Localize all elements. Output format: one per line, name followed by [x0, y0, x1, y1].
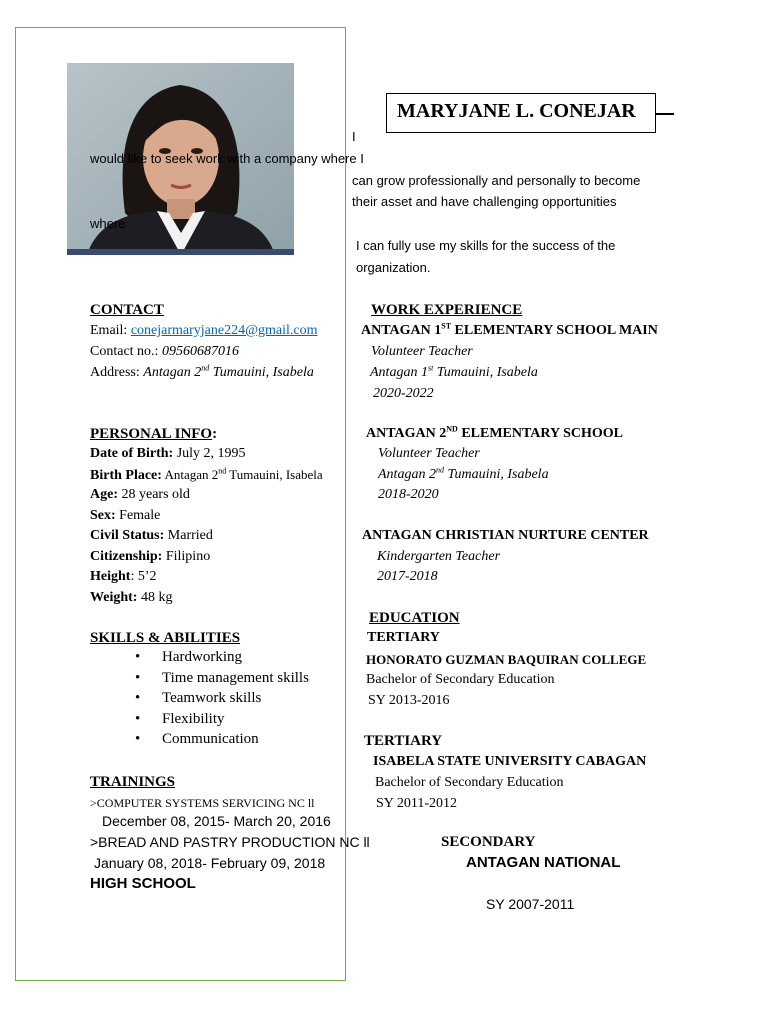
skill-item: • Flexibility: [135, 711, 309, 732]
job-1-org-post: ELEMENTARY SCHOOL MAIN: [451, 323, 658, 338]
weight-row: [90, 590, 172, 606]
objective-line-1: I: [352, 129, 356, 144]
dob-label: Date of Birth:: [90, 446, 174, 461]
personal-heading-row: [90, 426, 217, 443]
edu-2-years: SY 2011-2012: [376, 796, 458, 811]
objective-line-3: can grow professionally and personally to become: [352, 173, 641, 188]
edu-2-level: TERTIARY: [364, 733, 443, 749]
job-2-org: [366, 426, 623, 442]
height-label: Height: [90, 569, 131, 584]
edu-2-school: ISABELA STATE UNIVERSITY CABAGAN: [373, 754, 647, 769]
age-value: 28 years old: [118, 487, 190, 502]
weight-value: 48 kg: [137, 590, 173, 605]
skills-list: [135, 649, 309, 752]
weight-label: Weight:: [90, 590, 138, 605]
training-1-date: December 08, 2015- March 20, 2016: [102, 813, 331, 829]
age-label: Age:: [90, 487, 118, 502]
objective-line-7: organization.: [356, 260, 431, 275]
job-1-loc-pre: Antagan 1: [370, 365, 428, 380]
civil-status-row: [90, 528, 213, 544]
phone-label: Contact no.:: [90, 344, 162, 359]
sex-label: Sex:: [90, 508, 116, 523]
job-3-org: ANTAGAN CHRISTIAN NURTURE CENTER: [362, 528, 649, 543]
objective-line-2: would like to seek work with a company where I: [90, 151, 364, 166]
address-sup: nd: [201, 363, 210, 373]
personal-heading-colon: :: [212, 426, 218, 442]
job-1-org-sup: ST: [441, 321, 452, 331]
edu-1-years: SY 2013-2016: [368, 693, 450, 708]
height-value: : 5’2: [130, 569, 157, 584]
civil-status-value: Married: [164, 528, 213, 543]
applicant-name: MARYJANE L. CONEJAR: [397, 100, 636, 122]
job-1-org: [361, 323, 658, 339]
job-2-org-sup: ND: [446, 424, 458, 434]
training-2-name: >BREAD AND PASTRY PRODUCTION NC ll: [90, 834, 370, 850]
job-3-years: 2017-2018: [377, 569, 438, 584]
job-2-loc-sup: nd: [435, 465, 444, 475]
job-2-role: Volunteer Teacher: [378, 446, 480, 461]
birthplace-post: Tumauini, Isabela: [226, 467, 323, 482]
edu-1-level: TERTIARY: [367, 630, 440, 645]
skill-item: • Communication: [135, 731, 309, 752]
email-label: Email:: [90, 323, 131, 338]
job-2-location: [378, 467, 549, 483]
sex-value: Female: [115, 508, 161, 523]
job-1-role: Volunteer Teacher: [371, 344, 473, 359]
objective-line-5: where: [90, 216, 126, 231]
dob-row: [90, 446, 246, 462]
height-row: [90, 569, 157, 585]
contact-email-row: [90, 323, 317, 339]
training-1-name: >COMPUTER SYSTEMS SERVICING NC ll: [90, 796, 315, 810]
citizenship-row: [90, 549, 210, 565]
edu-3-level: SECONDARY: [441, 834, 536, 850]
email-link[interactable]: conejarmaryjane224@gmail.com: [130, 323, 318, 338]
dob-value: July 2, 1995: [173, 446, 246, 461]
citizenship-label: Citizenship:: [90, 549, 163, 564]
skill-item: • Time management skills: [135, 670, 309, 691]
contact-heading: CONTACT: [90, 302, 164, 318]
birthplace-pre: Antagan 2: [161, 467, 219, 482]
objective-line-6: I can fully use my skills for the success of the: [356, 238, 616, 253]
address-post: Tumauini, Isabela: [209, 365, 314, 380]
edu-1-degree: Bachelor of Secondary Education: [366, 672, 555, 687]
job-2-years: 2018-2020: [378, 487, 439, 502]
civil-status-label: Civil Status:: [90, 528, 165, 543]
job-3-role: Kindergarten Teacher: [377, 549, 501, 564]
job-2-loc-post: Tumauini, Isabela: [443, 467, 549, 482]
job-2-org-post: ELEMENTARY SCHOOL: [457, 426, 624, 441]
objective-line-4: their asset and have challenging opportunities: [352, 194, 617, 209]
job-1-loc-sup: st: [427, 363, 434, 373]
citizenship-value: Filipino: [162, 549, 211, 564]
edu-2-degree: Bachelor of Secondary Education: [375, 775, 564, 790]
birthplace-row: [90, 467, 323, 484]
phone-value: 09560687016: [161, 344, 239, 359]
edu-3-school-line-1: ANTAGAN NATIONAL: [466, 854, 621, 871]
job-2-loc-pre: Antagan 2: [378, 467, 436, 482]
name-underline-dash: [656, 113, 674, 115]
age-row: [90, 487, 190, 503]
name-box: [386, 93, 656, 133]
contact-address-row: [90, 365, 314, 381]
address-label: Address:: [90, 365, 144, 380]
job-2-org-pre: ANTAGAN 2: [366, 426, 447, 441]
training-2-date: January 08, 2018- February 09, 2018: [94, 855, 326, 871]
edu-1-school: HONORATO GUZMAN BAQUIRAN COLLEGE: [366, 652, 647, 667]
skills-heading: SKILLS & ABILITIES: [90, 630, 241, 646]
education-heading: EDUCATION: [369, 610, 460, 626]
job-1-loc-post: Tumauini, Isabela: [433, 365, 538, 380]
job-1-years: 2020-2022: [373, 386, 434, 401]
skill-item: • Hardworking: [135, 649, 309, 670]
trainings-heading: TRAININGS: [90, 774, 176, 790]
edu-3-years: SY 2007-2011: [486, 896, 575, 912]
sex-row: [90, 508, 160, 524]
birthplace-sup: nd: [218, 466, 227, 476]
skill-item: • Teamwork skills: [135, 690, 309, 711]
personal-heading: PERSONAL INFO: [90, 426, 213, 442]
work-heading: WORK EXPERIENCE: [371, 302, 523, 318]
birthplace-label: Birth Place:: [90, 468, 162, 483]
contact-phone-row: [90, 344, 239, 360]
job-1-org-pre: ANTAGAN 1: [361, 323, 442, 338]
job-1-location: [370, 365, 538, 381]
edu-3-school-line-2: HIGH SCHOOL: [90, 875, 196, 892]
address-pre: Antagan 2: [143, 365, 202, 380]
